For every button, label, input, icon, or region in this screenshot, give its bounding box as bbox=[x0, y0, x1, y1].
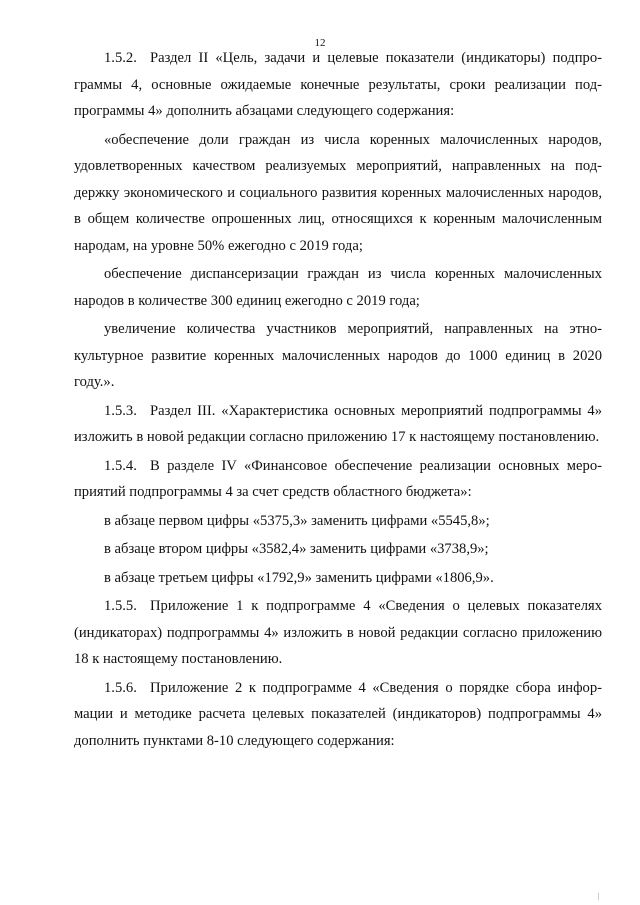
paragraph-text: В разделе IV «Финансовое обеспечение реализации основных мероприятий подпрограммы 4 за счет средств областного бюджета»: bbox=[74, 457, 602, 500]
clause-number: 1.5.6. bbox=[104, 679, 137, 696]
paragraph-text: «обеспечение доли граждан из числа коренных малочисленных народов, удовлетворенных качеством реализуемых мероприятий, направленных на поддержку экономического и социального развития коренных малочисленных народов, в общем количестве опрошенных лиц, относящихся к коренным малочисленным народам, на уровне 50% ежегодно с 2019 года; bbox=[74, 131, 602, 254]
paragraph-text: Раздел II «Цель, задачи и целевые показатели (индикаторы) подпрограммы 4, основные ожидаемые конечные результаты, сроки реализации подпрограммы 4» дополнить абзацами следующего содержания: bbox=[74, 50, 602, 119]
clause-number: 1.5.4. bbox=[104, 457, 137, 474]
paragraph-indicator-share bbox=[74, 127, 602, 260]
document-body bbox=[74, 45, 602, 754]
paragraph-1-5-4 bbox=[74, 453, 602, 506]
page-number: 12 bbox=[314, 37, 326, 49]
paragraph-1-5-2 bbox=[74, 45, 602, 125]
paragraph-text: в абзаце первом цифры «5375,3» заменить цифрами «5545,8»; bbox=[104, 512, 490, 529]
clause-number: 1.5.2. bbox=[104, 50, 137, 66]
scan-edge-mark bbox=[598, 893, 599, 900]
paragraph-amend-second bbox=[74, 536, 602, 563]
paragraph-amend-third bbox=[74, 565, 602, 592]
paragraph-text: Приложение 2 к подпрограмме 4 «Сведения о порядке сбора информации и методике расчета целевых показателей (индикаторов) подпрограммы 4» дополнить пунктами 8-10 следующего содержания: bbox=[74, 679, 602, 749]
paragraph-text: увеличение количества участников мероприятий, направленных на этнокультурное развитие коренных малочисленных народов до 1000 единиц в 2020 году.». bbox=[74, 321, 602, 390]
paragraph-text: Раздел III. «Характеристика основных мероприятий подпрограммы 4» изложить в новой редакции согласно приложению 17 к настоящему постановлению. bbox=[74, 402, 602, 445]
paragraph-1-5-5 bbox=[74, 593, 602, 673]
clause-number: 1.5.5. bbox=[104, 598, 137, 614]
paragraph-1-5-3 bbox=[74, 398, 602, 451]
paragraph-indicator-participants bbox=[74, 316, 602, 396]
paragraph-text: в абзаце третьем цифры «1792,9» заменить цифрами «1806,9». bbox=[104, 569, 494, 586]
paragraph-amend-first bbox=[74, 508, 602, 535]
paragraph-text: обеспечение диспансеризации граждан из числа коренных малочисленных народов в количестве 300 единиц ежегодно с 2019 года; bbox=[74, 266, 602, 309]
paragraph-1-5-6 bbox=[74, 675, 602, 755]
paragraph-text: Приложение 1 к подпрограмме 4 «Сведения о целевых показателях (индикаторах) подпрограммы 4» изложить в новой редакции согласно приложению 18 к настоящему постановлению. bbox=[74, 598, 602, 667]
clause-number: 1.5.3. bbox=[104, 402, 137, 419]
paragraph-text: в абзаце втором цифры «3582,4» заменить цифрами «3738,9»; bbox=[104, 541, 489, 557]
paragraph-indicator-medical bbox=[74, 261, 602, 314]
